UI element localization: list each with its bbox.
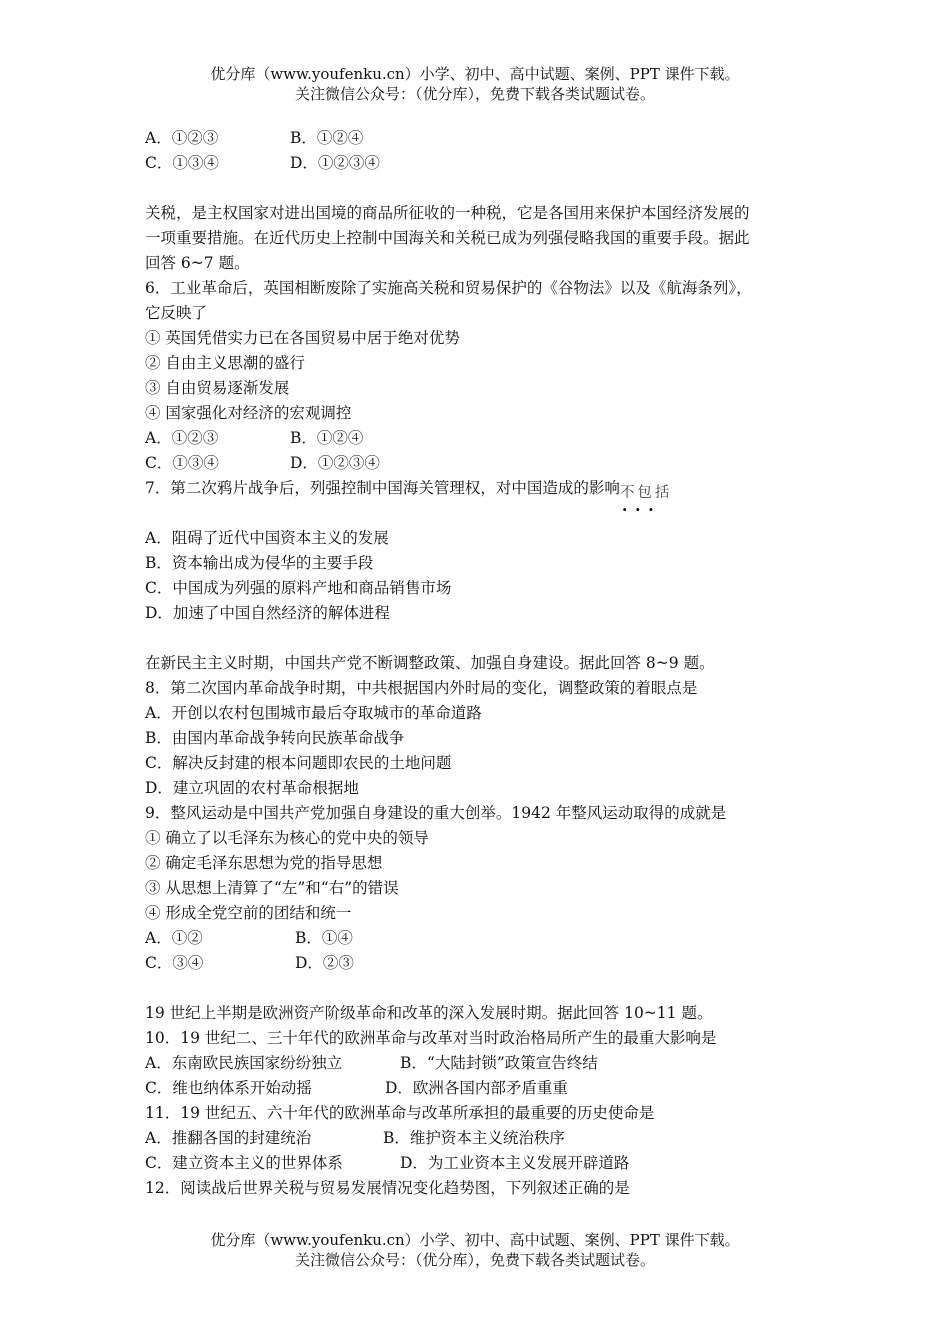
q11-options-row-1 xyxy=(145,1126,825,1151)
q10-option-a: A．东南欧民族国家纷纷独立 xyxy=(145,1054,343,1072)
q9-statement-3: ③ 从思想上清算了“左”和“右”的错误 xyxy=(145,879,399,897)
header-line-1: 优分库（www.youfenku.cn）小学、初中、高中试题、案例、PPT 课件下载。 xyxy=(210,65,740,83)
q5-options-row-1 xyxy=(145,126,825,151)
q11-option-c: C．建立资本主义的世界体系 xyxy=(145,1154,343,1172)
q9-option-d: D．②③ xyxy=(295,954,354,972)
q9-statement-4: ④ 形成全党空前的团结和统一 xyxy=(145,904,352,922)
q10-option-b: B．“大陆封锁”政策宣告终结 xyxy=(400,1054,598,1072)
intro-6-7-line-3: 回答 6~7 题。 xyxy=(145,254,250,272)
q7-stem-text: 7．第二次鸦片战争后，列强控制中国海关管理权，对中国造成的影响 xyxy=(145,479,620,497)
q6-stem-1: 6．工业革命后，英国相断废除了实施高关税和贸易保护的《谷物法》以及《航海条列》， xyxy=(145,279,752,297)
intro-6-7-line-1: 关税，是主权国家对进出国境的商品所征收的一种税，它是各国用来保护本国经济发展的 xyxy=(145,204,750,222)
footer-line-1: 优分库（www.youfenku.cn）小学、初中、高中试题、案例、PPT 课件下载。 xyxy=(210,1231,740,1249)
q6-statement-2: ② 自由主义思潮的盛行 xyxy=(145,354,305,372)
q5-option-d: D．①②③④ xyxy=(290,154,380,172)
q10-option-c: C．维也纳体系开始动摇 xyxy=(145,1079,312,1097)
q10-options-row-1 xyxy=(145,1051,825,1076)
intro-10-11: 19 世纪上半期是欧洲资产阶级革命和改革的深入发展时期。据此回答 10~11 题。 xyxy=(145,1004,713,1022)
q6-options-row-2 xyxy=(145,451,825,476)
q9-stem: 9．整风运动是中国共产党加强自身建设的重大创举。1942 年整风运动取得的成就是 xyxy=(145,804,727,822)
q11-option-d: D．为工业资本主义发展开辟道路 xyxy=(400,1154,630,1172)
q9-option-b: B．①④ xyxy=(295,929,353,947)
page-header xyxy=(0,64,950,104)
q6-option-b: B．①②④ xyxy=(290,429,364,447)
q7-option-d: D．加速了中国自然经济的解体进程 xyxy=(145,604,390,622)
q7-emphasis: 不包括 · · · xyxy=(620,481,673,506)
q12-stem: 12．阅读战后世界关税与贸易发展情况变化趋势图，下列叙述正确的是 xyxy=(145,1179,630,1197)
q7-option-b: B．资本输出成为侵华的主要手段 xyxy=(145,554,374,572)
intro-8-9: 在新民主主义时期，中国共产党不断调整政策、加强自身建设。据此回答 8~9 题。 xyxy=(145,654,715,672)
intro-6-7-line-2: 一项重要措施。在近代历史上控制中国海关和关税已成为列强侵略我国的重要手段。据此 xyxy=(145,229,750,247)
q9-options-row-1 xyxy=(145,926,825,951)
q7-stem xyxy=(145,476,825,501)
q6-statement-1: ① 英国凭借实力已在各国贸易中居于绝对优势 xyxy=(145,329,460,347)
q6-option-d: D．①②③④ xyxy=(290,454,380,472)
header-line-2: 关注微信公众号：（优分库），免费下载各类试题试卷。 xyxy=(294,85,655,103)
q9-statement-1: ① 确立了以毛泽东为核心的党中央的领导 xyxy=(145,829,429,847)
q6-stem-2: 它反映了 xyxy=(145,304,208,322)
q11-stem: 11．19 世纪五、六十年代的欧洲革命与改革所承担的最重要的历史使命是 xyxy=(145,1104,655,1122)
q8-option-b: B．由国内革命战争转向民族革命战争 xyxy=(145,729,405,747)
q11-options-row-2 xyxy=(145,1151,825,1176)
q6-option-a: A．①②③ xyxy=(145,429,219,447)
q5-options-row-2 xyxy=(145,151,825,176)
q8-option-c: C．解决反封建的根本问题即农民的土地问题 xyxy=(145,754,452,772)
q5-option-b: B．①②④ xyxy=(290,129,364,147)
q6-option-c: C．①③④ xyxy=(145,454,219,472)
q9-options-row-2 xyxy=(145,951,825,976)
page-footer xyxy=(0,1230,950,1270)
q11-option-b: B．维护资本主义统治秩序 xyxy=(383,1129,565,1147)
q10-stem: 10．19 世纪二、三十年代的欧洲革命与改革对当时政治格局所产生的最重大影响是 xyxy=(145,1029,717,1047)
q9-option-a: A．①② xyxy=(145,929,203,947)
q6-options-row-1 xyxy=(145,426,825,451)
q11-option-a: A．推翻各国的封建统治 xyxy=(145,1129,312,1147)
q7-option-a: A．阻碍了近代中国资本主义的发展 xyxy=(145,529,389,547)
q5-option-c: C．①③④ xyxy=(145,154,219,172)
q9-option-c: C．③④ xyxy=(145,954,204,972)
q6-statement-4: ④ 国家强化对经济的宏观调控 xyxy=(145,404,352,422)
q10-options-row-2 xyxy=(145,1076,825,1101)
q6-statement-3: ③ 自由贸易逐渐发展 xyxy=(145,379,290,397)
q9-statement-2: ② 确定毛泽东思想为党的指导思想 xyxy=(145,854,383,872)
q8-option-d: D．建立巩固的农村革命根据地 xyxy=(145,779,359,797)
q5-option-a: A．①②③ xyxy=(145,129,219,147)
q8-option-a: A．开创以农村包围城市最后夺取城市的革命道路 xyxy=(145,704,482,722)
footer-line-2: 关注微信公众号：（优分库），免费下载各类试题试卷。 xyxy=(294,1251,655,1269)
exam-content xyxy=(145,126,825,1201)
q8-stem: 8．第二次国内革命战争时期，中共根据国内外时局的变化，调整政策的着眼点是 xyxy=(145,679,698,697)
q10-option-d: D．欧洲各国内部矛盾重重 xyxy=(385,1079,568,1097)
q7-option-c: C．中国成为列强的原料产地和商品销售市场 xyxy=(145,579,452,597)
